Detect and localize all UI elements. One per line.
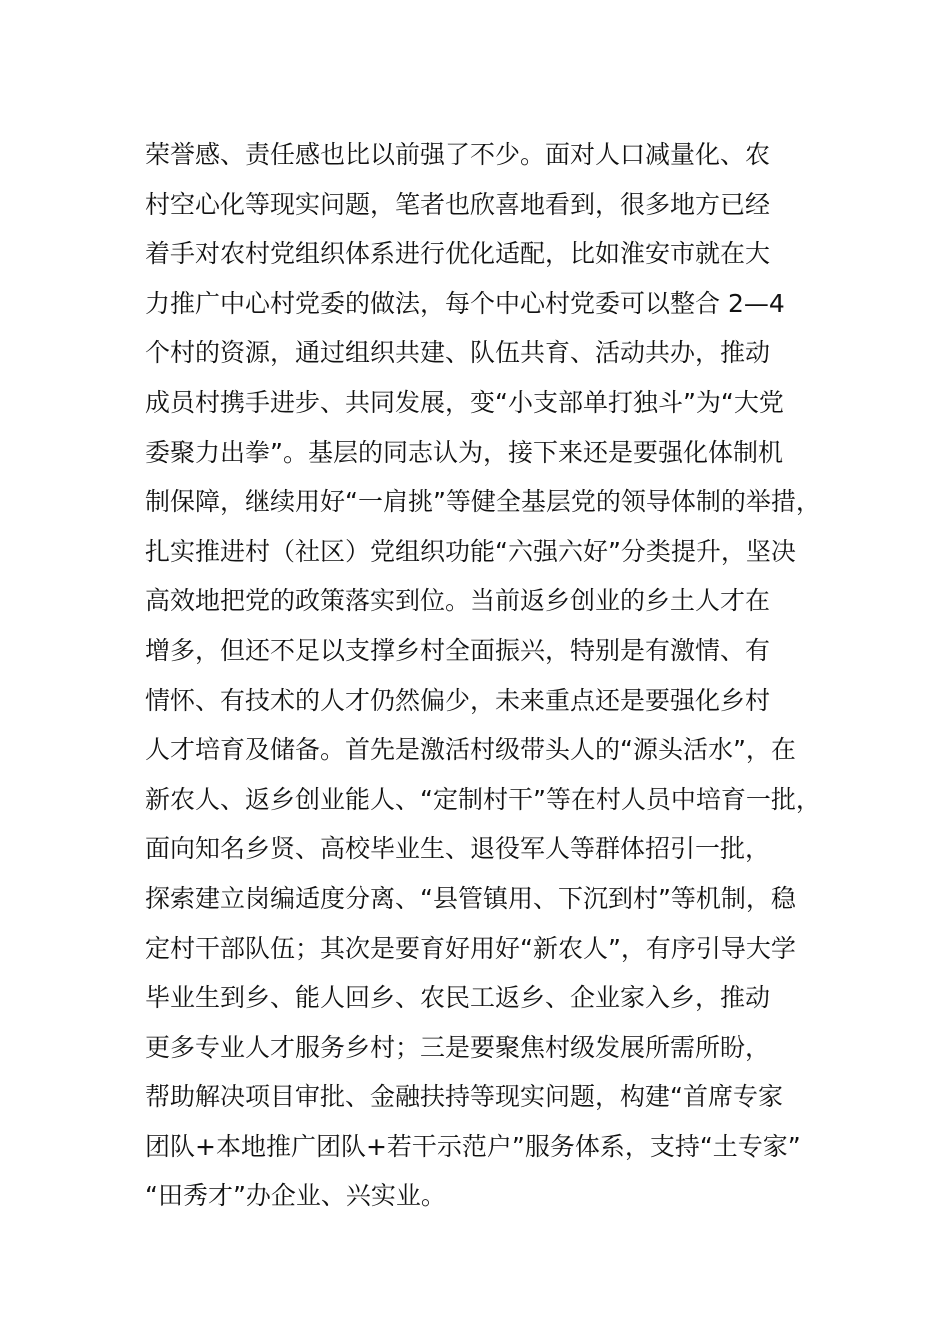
paragraph-line-1: 荣誉感、责任感也比以前强了不少。面对人口减量化、农 xyxy=(145,140,771,169)
paragraph-line-4: 力推广中心村党委的做法，每个中心村党委可以整合 2—4 xyxy=(145,288,785,318)
paragraph-line-10: 高效地把党的政策落实到位。当前返乡创业的乡土人才在 xyxy=(145,586,771,616)
paragraph-line-11: 增多，但还不足以支撑乡村全面振兴，特别是有激情、有 xyxy=(145,635,771,665)
paragraph-line-12: 情怀、有技术的人才仍然偏少，未来重点还是要强化乡村 xyxy=(145,685,771,715)
paragraph-line-7: 委聚力出拳”。基层的同志认为，接下来还是要强化体制机 xyxy=(145,437,783,467)
paragraph-line-5: 个村的资源，通过组织共建、队伍共育、活动共办，推动 xyxy=(145,338,771,368)
paragraph-line-6: 成员村携手进步、共同发展，变“小支部单打独斗”为“大党 xyxy=(145,387,784,417)
paragraph-line-2: 村空心化等现实问题，笔者也欣喜地看到，很多地方已经 xyxy=(145,189,771,219)
paragraph-line-21: 团队+本地推广团队+若干示范户”服务体系，支持“土专家” xyxy=(145,1131,801,1161)
paragraph-line-18: 毕业生到乡、能人回乡、农民工返乡、企业家入乡，推动 xyxy=(145,983,771,1013)
paragraph-line-13: 人才培育及储备。首先是激活村级带头人的“源头活水”，在 xyxy=(145,735,796,765)
paragraph-line-22: “田秀才”办企业、兴实业。 xyxy=(145,1181,446,1211)
paragraph-line-9: 扎实推进村（社区）党组织功能“六强六好”分类提升，坚决 xyxy=(145,536,796,566)
paragraph-line-3: 着手对农村党组织体系进行优化适配，比如淮安市就在大 xyxy=(145,239,771,269)
paragraph-line-17: 定村干部队伍；其次是要育好用好“新农人”，有序引导大学 xyxy=(145,933,796,963)
body-paragraph xyxy=(145,130,845,1221)
paragraph-line-15: 面向知名乡贤、高校毕业生、退役军人等群体招引一批， xyxy=(145,834,771,864)
paragraph-line-14: 新农人、返乡创业能人、“定制村干”等在村人员中培育一批， xyxy=(145,784,821,814)
paragraph-line-20: 帮助解决项目审批、金融扶持等现实问题，构建“首席专家 xyxy=(145,1082,783,1112)
paragraph-line-19: 更多专业人才服务乡村；三是要聚焦村级发展所需所盼， xyxy=(145,1032,771,1062)
paragraph-line-16: 探索建立岗编适度分离、“县管镇用、下沉到村”等机制，稳 xyxy=(145,883,796,913)
paragraph-line-8: 制保障，继续用好“一肩挑”等健全基层党的领导体制的举措， xyxy=(145,487,821,517)
